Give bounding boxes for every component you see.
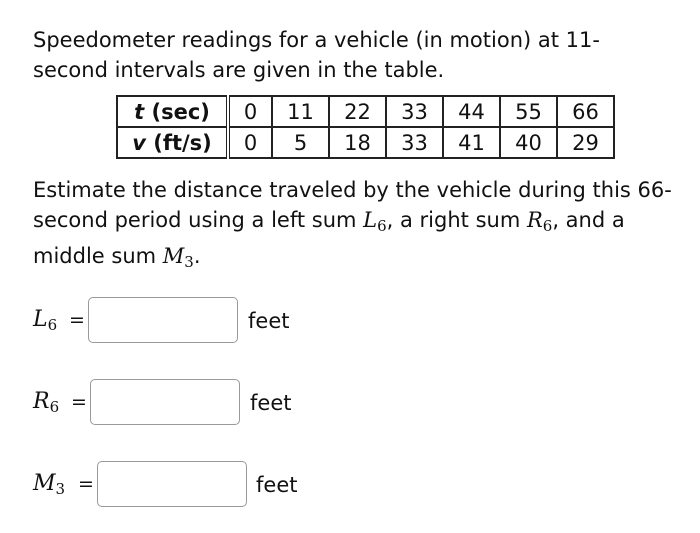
table-cell: 0 (228, 96, 272, 127)
math-var: M (33, 471, 56, 496)
table-cell: 29 (557, 127, 614, 158)
table-cell: 5 (272, 127, 329, 158)
unit-label: feet (248, 309, 290, 333)
math-sub: 6 (542, 217, 553, 235)
label-variable: v (132, 130, 146, 155)
equals-sign: = (78, 473, 94, 495)
math-var: R (526, 208, 543, 232)
label-unit: (sec) (144, 99, 210, 124)
middle-sum-symbol (162, 244, 194, 271)
question-part: Estimate the distance traveled by the vehicle during this 66-second period using a left sum (33, 178, 672, 232)
table-cell: 22 (329, 96, 386, 127)
table-cell: 41 (443, 127, 500, 158)
left-sum-symbol (363, 208, 387, 235)
unit-label: feet (250, 391, 292, 415)
row-label-velocity (117, 127, 228, 158)
speedometer-table (116, 95, 615, 159)
question-part: , and a middle sum (33, 208, 625, 268)
math-sub: 6 (47, 316, 58, 334)
answer-label-right-sum (33, 389, 59, 416)
problem-intro: Speedometer readings for a vehicle (in motion) at 11-second intervals are given in the table. (33, 28, 600, 82)
math-sub: 3 (184, 253, 194, 271)
table-cell: 44 (443, 96, 500, 127)
table-row-time (117, 96, 614, 127)
table-cell: 11 (272, 96, 329, 127)
math-sub: 6 (49, 398, 60, 416)
table-cell: 18 (329, 127, 386, 158)
table-cell: 0 (228, 127, 272, 158)
math-var: R (33, 389, 50, 414)
left-sum-input[interactable] (88, 297, 238, 343)
table-cell: 66 (557, 96, 614, 127)
right-sum-symbol (526, 208, 553, 235)
answer-row-middle-sum (0, 461, 700, 509)
table-cell: 33 (386, 96, 443, 127)
middle-sum-input[interactable] (97, 461, 247, 507)
question-part: . (193, 244, 201, 268)
table-cell: 40 (500, 127, 557, 158)
answer-label-left-sum (33, 307, 57, 334)
answer-row-right-sum (0, 379, 700, 427)
table-cell: 33 (386, 127, 443, 158)
answer-label-middle-sum (33, 471, 65, 498)
math-sub: 6 (377, 217, 387, 235)
equals-sign: = (71, 391, 87, 413)
table-row-velocity (117, 127, 614, 158)
math-var: L (33, 307, 48, 332)
label-variable: t (134, 99, 145, 124)
right-sum-input[interactable] (90, 379, 240, 425)
question-part: , a right sum (386, 208, 527, 232)
unit-label: feet (256, 473, 298, 497)
math-var: M (162, 244, 185, 268)
answer-row-left-sum (0, 297, 700, 345)
row-label-time (117, 96, 228, 127)
question-text (33, 175, 673, 277)
math-var: L (363, 208, 378, 232)
table-cell: 55 (500, 96, 557, 127)
label-unit: (ft/s) (145, 130, 212, 155)
math-sub: 3 (55, 480, 66, 498)
equals-sign: = (69, 309, 85, 331)
